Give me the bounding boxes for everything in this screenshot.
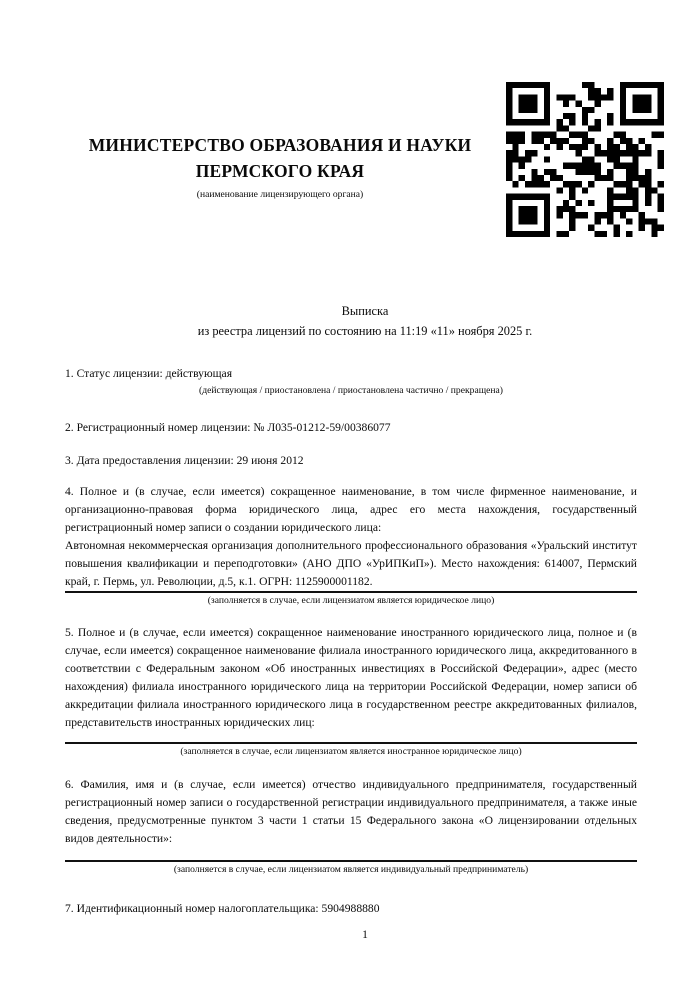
item-registration-number: 2. Регистрационный номер лицензии: № Л035-01212-59/00386077 <box>65 421 391 434</box>
org-header <box>65 132 495 201</box>
item-individual-entrepreneur-note: (заполняется в случае, если лицензиатом является индивидуальный предприниматель) <box>173 864 529 875</box>
org-title-line1: МИНИСТЕРСТВО ОБРАЗОВАНИЯ И НАУКИ <box>88 135 472 155</box>
item-legal-entity-paragraph: 4. Полное и (в случае, если имеется) сокращенное наименование, в том числе фирменное наименование, и организационно-правовая форма юридического лица, адрес его места нахождения, государственный регистрационный номер записи о создании юридического лица: <box>65 485 637 534</box>
org-subtitle: (наименование лицензирующего органа) <box>196 189 364 200</box>
doc-title-line1: Выписка <box>341 304 389 318</box>
qr-code-icon <box>506 82 664 237</box>
item-legal-entity-note: (заполняется в случае, если лицензиатом является юридическое лицо) <box>207 595 495 606</box>
fill-line <box>65 742 637 744</box>
item-foreign-entity-paragraph: 5. Полное и (в случае, если имеется) сокращенное наименование иностранного юридического лица, полное и (в случае, если имеется) сокращенное наименование филиала иностранного юридического лица, аккредитованного в соответствии с Федеральным законом «Об иностранных инвестициях в Российской Федерации», адрес (место нахождения) филиала иностранного юридического лица на территории Российской Федерации, номер записи об аккредитации филиала иностранного юридического лица в государственном реестре аккредитованных филиалов, представительств иностранных юридических лиц: <box>65 626 637 729</box>
item-grant-date: 3. Дата предоставления лицензии: 29 июня 2012 <box>65 454 304 467</box>
org-title-line2: ПЕРМСКОГО КРАЯ <box>195 161 365 181</box>
document-body <box>65 365 637 918</box>
item-taxpayer-id: 7. Идентификационный номер налогоплательщика: 5904988880 <box>65 902 380 915</box>
item-legal-entity-value: Автономная некоммерческая организация дополнительного профессионального образования «Уральский институт повышения квалификации и переподготовки» (АНО ДПО «УрИПКиП»). Место нахождения: 614007, Пермский край, г. Пермь, ул. Революции, д.5, к.1. ОГРН: 1125900001182. <box>65 539 637 588</box>
doc-title <box>35 301 695 341</box>
page-number: 1 <box>362 928 368 941</box>
item-individual-entrepreneur-paragraph: 6. Фамилия, имя и (в случае, если имеется) отчество индивидуального предпринимателя, государственный регистрационный номер записи о государственной регистрации индивидуального предпринимателя, а также иные сведения, предусмотренные пунктом 3 части 1 статьи 15 Федерального закона «О лицензировании отдельных видов деятельности»: <box>65 778 637 845</box>
item-license-status: 1. Статус лицензии: действующая <box>65 367 233 380</box>
item-license-status-note: (действующая / приостановлена / приостановлена частично / прекращена) <box>199 385 503 396</box>
fill-line <box>65 860 637 862</box>
doc-title-line2: из реестра лицензий по состоянию на 11:19 «11» ноября 2025 г. <box>197 324 533 338</box>
item-foreign-entity-note: (заполняется в случае, если лицензиатом является иностранное юридическое лицо) <box>180 746 522 757</box>
fill-line <box>65 591 637 593</box>
